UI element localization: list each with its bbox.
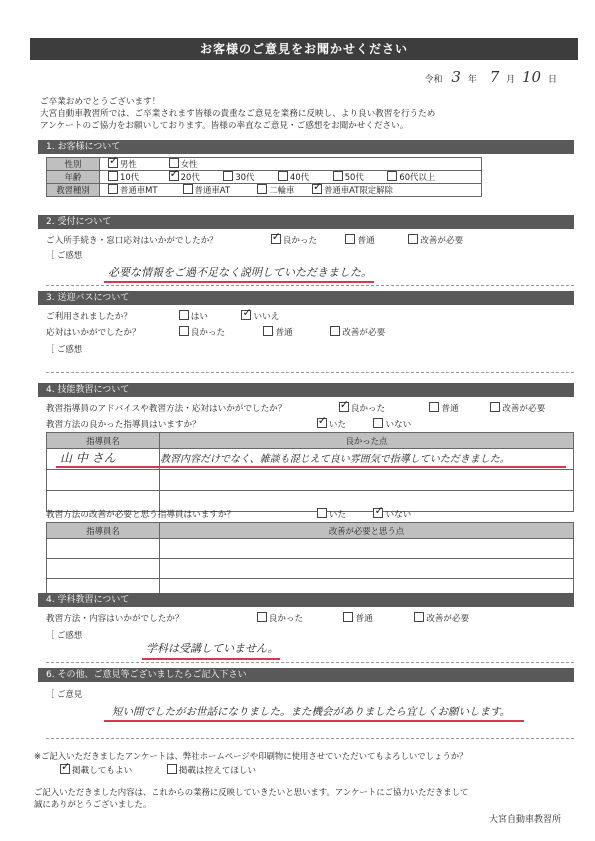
option-label: 男性 [120, 159, 137, 169]
skill-q2-row [46, 418, 411, 430]
academic-comment-label: ［ ご感想 [46, 630, 83, 640]
option-label: 掲載は控えてほしい [178, 766, 257, 776]
age-label: 年齢 [47, 171, 100, 184]
closing-line: ご記入いただきました内容は、これからの業務に反映していきたいと思います。アンケートにご協力いただきまして [34, 787, 469, 797]
option-label: 普通 [357, 236, 375, 246]
checkbox-age-40[interactable] [278, 171, 288, 181]
option-label: 普通 [355, 614, 373, 624]
checkbox-reception-normal[interactable] [345, 234, 355, 244]
skill-q1: 教習指導員のアドバイスや教習方法・応対はいかがでしたか？ [46, 404, 287, 414]
skill-q3: 教習方法の改善が必要と思う指導員はいますか？ [46, 510, 236, 520]
option-label: 二輪車 [269, 185, 295, 195]
skill-q2: 教習方法の良かった指導員はいますか？ [46, 420, 201, 430]
highlight-underline [56, 466, 566, 468]
kind-options [100, 184, 482, 197]
table-cell[interactable] [47, 559, 160, 579]
improve-instructor-table [46, 522, 574, 599]
kind-label: 教習種別 [47, 184, 100, 197]
checkbox-reception-good[interactable] [271, 234, 281, 244]
divider [46, 662, 574, 663]
checkbox-improve-instructor-no[interactable] [373, 508, 383, 518]
publish-note: ※ご記入いただきましたアンケートは、弊社ホームページや印刷物に使用させていただいてもよろしいでしょうか？ [34, 751, 468, 761]
table-cell[interactable] [47, 539, 160, 559]
comment-label-text: ご感想 [57, 344, 83, 354]
intro-line: 大宮自動車教習所では、ご卒業されます皆様の貴重なご意見を業務に反映し、より良い教習を行うため [40, 109, 436, 119]
academic-comment: 学科は受講していません。 [146, 642, 279, 655]
good-point: 教習内容だけでなく、雑談も混じえて良い雰囲気で指導していただきました。 [160, 454, 510, 465]
gender-label: 性別 [47, 158, 100, 171]
academic-question-row [46, 612, 469, 624]
checkbox-age-30[interactable] [223, 171, 233, 181]
highlight-underline [104, 720, 524, 722]
table-cell[interactable] [160, 470, 574, 491]
bus-usage-question: ご利用されましたか？ [46, 312, 132, 322]
section-reception-header: 2. 受付について [38, 215, 574, 229]
comment-label-text: ご意見 [57, 689, 83, 699]
option-label: はい [190, 312, 208, 322]
bus-comment-label: ［ ご感想 [46, 344, 83, 354]
table-cell[interactable] [160, 559, 574, 579]
option-label: いいえ [253, 312, 280, 322]
checkbox-bus-normal[interactable] [263, 326, 273, 336]
col-improve: 改善が必要と思う点 [160, 523, 574, 539]
option-label: 60代以上 [399, 172, 436, 182]
instructor-name: 山 中 さん [60, 451, 116, 465]
option-label: いない [385, 420, 412, 430]
option-label: 改善が必要 [420, 236, 464, 246]
bus-usage-row [46, 310, 279, 322]
divider [46, 738, 574, 739]
good-instructor-table [46, 432, 574, 512]
skill-q3-row [46, 508, 411, 520]
option-label: 40代 [290, 172, 310, 182]
checkbox-age-10[interactable] [108, 171, 118, 181]
divider [46, 372, 574, 373]
checkbox-good-instructor-no[interactable] [373, 418, 383, 428]
form-title: お客様のご意見をお聞かせください [30, 38, 578, 60]
publish-options [60, 764, 256, 776]
date-day-label: 日 [547, 75, 557, 85]
intro-line: アンケートのご協力をお願いしております。皆様の率直なご意見・ご感想をお聞かせください。 [40, 121, 409, 131]
option-label: 良かった [282, 236, 318, 246]
comment-label-text: ご感想 [57, 250, 83, 260]
checkbox-age-50[interactable] [333, 171, 343, 181]
col-instructor: 指導員名 [47, 523, 160, 539]
gender-options [100, 158, 482, 171]
bus-response-row [46, 326, 385, 338]
intro-line: ご卒業おめでとうございます！ [40, 97, 161, 107]
col-good: 良かった点 [160, 433, 574, 449]
checkbox-male[interactable] [108, 158, 118, 168]
checkbox-academic-improve[interactable] [414, 612, 424, 622]
option-label: 掲載してもよい [72, 766, 133, 776]
checkbox-academic-good[interactable] [257, 612, 267, 622]
age-options [100, 171, 482, 184]
checkbox-reception-improve[interactable] [408, 234, 418, 244]
option-label: 普通車AT限定解除 [324, 185, 393, 195]
option-label: いた [328, 420, 346, 430]
option-label: いない [385, 510, 412, 520]
checkbox-publish-ok[interactable] [60, 764, 70, 774]
option-label: 改善が必要 [426, 614, 470, 624]
section-bus-header: 3. 送迎バスについて [38, 291, 574, 305]
option-label: 普通車AT [194, 185, 230, 195]
option-label: 10代 [120, 172, 140, 182]
date-era: 令和 [424, 75, 443, 85]
checkbox-publish-ng[interactable] [167, 764, 177, 774]
intro-text [40, 96, 570, 132]
option-label: 女性 [180, 159, 198, 169]
reception-question: ご入所手続き・窓口応対はいかがでしたか？ [46, 236, 218, 246]
option-label: 改善が必要 [502, 404, 546, 414]
section-academic-header: 4. 学科教習について [38, 593, 574, 607]
highlight-underline [104, 281, 374, 283]
academic-question: 教習方法・内容はいかがでしたか？ [46, 614, 184, 624]
reception-comment-label: ［ ご感想 [46, 250, 83, 260]
closing-line: 誠にありがとうございました。 [34, 799, 152, 809]
company-name: 大宮自動車教習所 [488, 815, 561, 825]
bus-response-question: 応対はいかがでしたか？ [46, 328, 141, 338]
checkbox-good-instructor-yes[interactable] [317, 418, 327, 428]
checkbox-at[interactable] [183, 184, 193, 194]
closing-text [34, 786, 468, 810]
section-skill-header: 4. 技能教習について [38, 383, 574, 397]
checkbox-skill-normal[interactable] [429, 402, 439, 412]
divider [46, 285, 574, 286]
option-label: 50代 [344, 172, 364, 182]
checkbox-bus-good[interactable] [179, 326, 189, 336]
checkbox-skill-improve[interactable] [490, 402, 500, 412]
highlight-underline [142, 658, 280, 660]
option-label: 普通 [441, 404, 459, 414]
checkbox-academic-normal[interactable] [343, 612, 353, 622]
table-cell[interactable] [160, 539, 574, 559]
option-label: 良かった [350, 404, 386, 414]
option-label: 20代 [180, 172, 200, 182]
table-cell[interactable] [47, 470, 160, 491]
option-label: いた [328, 510, 346, 520]
date-month-label: 月 [506, 75, 516, 85]
skill-q1-row [46, 402, 545, 414]
date-year-label: 年 [467, 75, 477, 85]
other-comment-label: ［ ご意見 [46, 689, 83, 699]
checkbox-mt[interactable] [108, 184, 118, 194]
date-year: 3 [451, 68, 461, 86]
other-comment: 短い間でしたがお世話になりました。また機会がありましたら宜しくお願いします。 [112, 706, 511, 718]
option-label: 改善が必要 [342, 328, 386, 338]
checkbox-skill-good[interactable] [339, 402, 349, 412]
checkbox-at-limit[interactable] [312, 184, 322, 194]
date-day: 10 [522, 68, 542, 86]
date-month: 7 [489, 68, 500, 86]
comment-label-text: ご感想 [57, 630, 83, 640]
date-field [425, 68, 562, 86]
section-other-header: 6. その他、ご意見等ございましたらご記入下さい [38, 668, 574, 682]
checkbox-age-20[interactable] [169, 171, 179, 181]
option-label: 良かった [268, 614, 304, 624]
section-customer-header: 1. お客様について [38, 140, 574, 154]
customer-table [46, 157, 482, 197]
reception-comment: 必要な情報をご過不足なく説明していただきました。 [108, 266, 372, 279]
checkbox-bus-improve[interactable] [330, 326, 340, 336]
checkbox-bike[interactable] [257, 184, 267, 194]
checkbox-improve-instructor-yes[interactable] [317, 508, 327, 518]
option-label: 30代 [235, 172, 255, 182]
option-label: 普通車MT [120, 185, 158, 195]
option-label: 普通 [275, 328, 293, 338]
checkbox-age-60[interactable] [387, 171, 397, 181]
reception-question-row [46, 234, 463, 246]
col-instructor: 指導員名 [47, 433, 160, 449]
checkbox-bus-no[interactable] [241, 310, 251, 320]
option-label: 良かった [190, 328, 226, 338]
checkbox-bus-yes[interactable] [179, 310, 189, 320]
